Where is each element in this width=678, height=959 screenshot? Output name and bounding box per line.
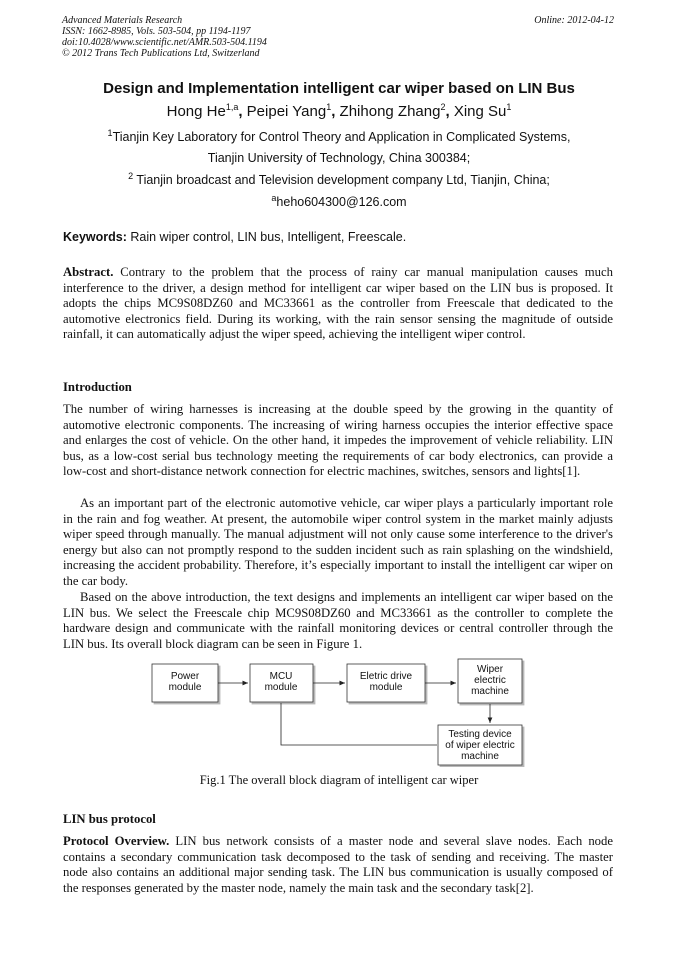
protocol-overview-paragraph <box>63 834 613 896</box>
author-sup: 1 <box>326 102 332 112</box>
wiper-label-2: electric <box>474 675 506 686</box>
abstract <box>63 265 613 343</box>
mcu-module-box <box>250 664 313 702</box>
affiliation-sup: 2 <box>128 170 134 181</box>
intro-paragraph-3: Based on the above introduction, the text designs and implements an intelligent car wiper based on the LIN bus. We select the Freescale chip MC9S08DZ60 and MC33661 as the controller to complete the hardware design and communicate with the rainfall monitoring devices or central controller through the LIN bus. Its overall block diagram can be seen in Figure 1. <box>63 590 613 651</box>
affiliation-sup: 1 <box>107 127 113 138</box>
author-list: Hong He$^{1,a}$, Peipei Yang$^1$, Zhihong Zhang$^2$, Xing Su$^1$ <box>166 102 512 120</box>
affiliation-1-line-1: $^1$Tianjin Key Laboratory for Control Theory and Application in Complicated Systems, <box>107 127 571 144</box>
author-name: Xing Su <box>453 103 507 120</box>
wiper-label-3: machine <box>471 686 509 697</box>
doi-line: doi:10.4028/www.scientific.net/AMR.503-504.1194 <box>62 37 267 48</box>
affiliation-1-line-2: Tianjin University of Technology, China 300384; <box>207 151 471 165</box>
keywords <box>63 230 406 245</box>
figure-caption: Fig.1 The overall block diagram of intelligent car wiper <box>199 773 479 787</box>
mcu-label-2: module <box>264 682 298 693</box>
feedback-line <box>281 703 437 745</box>
abstract-label: Abstract. <box>63 265 114 279</box>
power-label-2: module <box>168 682 202 693</box>
author-email: $^a$heho604300@126.com <box>271 192 407 209</box>
email-sup: a <box>271 192 277 203</box>
block-diagram <box>0 655 678 767</box>
power-label-1: Power <box>170 671 200 682</box>
protocol-overview-label: Protocol Overview. <box>63 834 170 848</box>
abstract-text: Contrary to the problem that the process of rainy car manual manipulation causes much interference to the driver, a design method for intelligent car wiper based on the LIN bus is proposed. It adopts the chips MC9S08DZ60 and MC33661 as the controller from Freescale that dedicated to the automotive electronics field. During its working, with the rain sensor sensing the magnitude of outside rainfall, it can automatically adjust the wiper speed, achieving the intelligent wiper control. <box>63 265 613 341</box>
testing-device-box <box>438 725 522 765</box>
journal-meta <box>62 15 267 59</box>
testing-label-2: of wiper electric <box>445 740 515 751</box>
journal-name: Advanced Materials Research <box>62 15 183 26</box>
section-heading-introduction: Introduction <box>63 380 132 394</box>
affiliation-2: $^2$ Tianjin broadcast and Television development company Ltd, Tianjin, China; <box>128 170 550 187</box>
mcu-label-1: MCU <box>269 671 293 682</box>
author-sup: 2 <box>440 102 446 112</box>
keywords-text: Rain wiper control, LIN bus, Intelligent, Freescale. <box>126 230 407 244</box>
author-name: Zhihong Zhang <box>339 103 441 120</box>
paper-title: Design and Implementation intelligent car wiper based on LIN Bus <box>103 80 575 97</box>
author-name: Peipei Yang <box>246 103 327 120</box>
protocol-overview-text: LIN bus network consists of a master node and several slave nodes. Each node contains a secondary communication task decomposed to the task of sending and receiving. The master node also contains an additional major sending task. The LIN bus communication is usually composed of the responses generated by the master node, namely the main task and the secondary task[2]. <box>63 834 613 895</box>
intro-paragraph-2: As an important part of the electronic automotive vehicle, car wiper plays a particularly important role in the rain and fog weather. At present, the automobile wiper control system in the market mainly adjusts wiper speed through manually. The manual adjustment will not only cause some interference to the driver's energy but also can not promptly respond to the sudden incident such as rain splashing on the windshield, increasing the accident probability. Therefore, it’s especially important to install the intelligent car wiper on the car body. <box>63 496 613 588</box>
wiper-label-1: Wiper <box>476 664 504 675</box>
online-date: Online: 2012-04-12 <box>534 15 614 26</box>
wiper-machine-box <box>458 659 522 703</box>
author-sup: 1,a <box>225 102 239 112</box>
testing-label-1: Testing device <box>448 729 512 740</box>
intro-paragraph-1: The number of wiring harnesses is increasing at the double speed by the growing in the quantity of automotive electronic components. The increasing of wiring harness occupies the interior effective space and enlarges the cost of vehicle. On the other hand, it impedes the improvement of vehicle reliability. LIN bus, as a low-cost serial bus technology meeting the requirements of car body electronics, can provide a low-cost and short-distance network connection for electric machines, switches, sensors and lights[1]. <box>63 402 613 478</box>
drive-label-2: module <box>369 682 403 693</box>
author-name: Hong He <box>166 103 226 120</box>
author-sup: 1 <box>506 102 512 112</box>
keywords-label: Keywords: <box>63 230 127 244</box>
copyright-line: © 2012 Trans Tech Publications Ltd, Switzerland <box>62 48 260 59</box>
drive-label-1: Eletric drive <box>359 671 413 682</box>
section-heading-lin: LIN bus protocol <box>63 812 156 826</box>
issn-line: ISSN: 1662-8985, Vols. 503-504, pp 1194-1197 <box>62 26 251 37</box>
drive-module-box <box>347 664 425 702</box>
testing-label-3: machine <box>461 751 499 762</box>
power-module-box <box>152 664 218 702</box>
